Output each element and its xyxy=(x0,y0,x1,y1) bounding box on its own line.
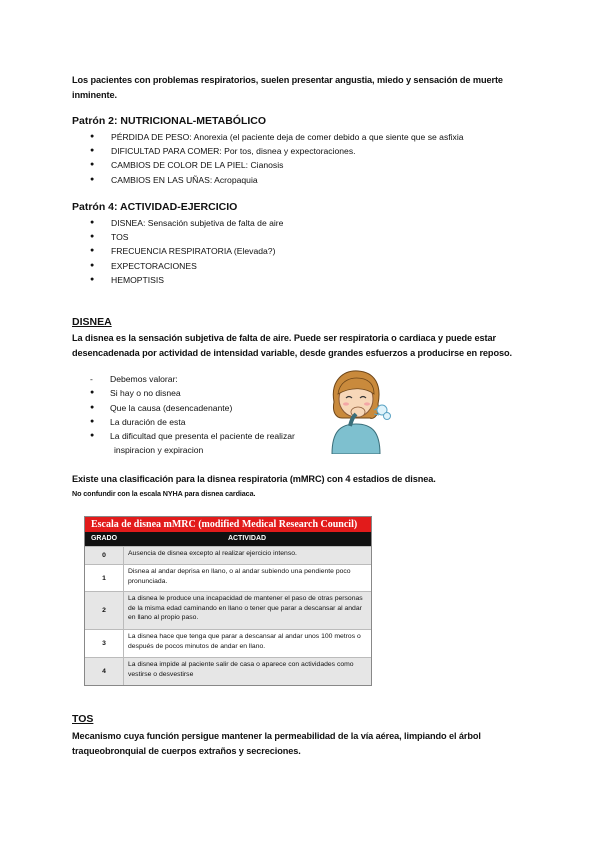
nyha-note: No confundir con la escala NYHA para disnea cardiaca. xyxy=(72,489,256,498)
list-item: ● DISNEA: Sensación subjetiva de falta de aire xyxy=(90,216,283,230)
cell-grado: 3 xyxy=(85,630,124,657)
table-header xyxy=(85,532,371,546)
table-row xyxy=(85,629,371,657)
cell-grado: 2 xyxy=(85,592,124,629)
cell-grado: 0 xyxy=(85,547,124,564)
tos-paragraph xyxy=(72,729,481,759)
cell-actividad: Disnea al andar deprisa en llano, o al andar subiendo una pendiente poco pronunciada. xyxy=(128,568,351,585)
tos-line-2: traqueobronquial de cuerpos extraños y secreciones. xyxy=(72,746,301,756)
list-item: ● EXPECTORACIONES xyxy=(90,259,283,273)
patron2-heading: Patrón 2: NUTRICIONAL-METABÓLICO xyxy=(72,115,267,127)
list-item: ● DIFICULTAD PARA COMER: Por tos, disnea y expectoraciones. xyxy=(90,144,464,158)
disnea-line-2: desencadenada por actividad de intensidad variable, desde grandes esfuerzos a producirse en reposo. xyxy=(72,348,512,358)
table-body xyxy=(85,546,371,685)
patron4-heading: Patrón 4: ACTIVIDAD-EJERCICIO xyxy=(72,201,238,213)
patron4-list xyxy=(90,216,283,287)
table-row xyxy=(85,657,371,685)
tos-line-1: Mecanismo cuya función persigue mantener la permeabilidad de la vía aérea, limpiando el árbol xyxy=(72,731,481,741)
table-row xyxy=(85,546,371,564)
list-item: ● TOS xyxy=(90,230,283,244)
mmrc-table xyxy=(84,516,372,686)
cell-actividad: La disnea impide al paciente salir de casa o aparece con actividades como vestirse o desvestirse xyxy=(128,661,354,678)
coughing-girl-illustration xyxy=(322,366,392,454)
list-item: ● La dificultad que presenta el paciente de realizar xyxy=(90,429,295,443)
list-item: ● CAMBIOS EN LAS UÑAS: Acropaquia xyxy=(90,173,464,187)
cell-actividad: La disnea hace que tenga que parar a descansar al andar unos 100 metros o después de pocos minutos de andar en llano. xyxy=(128,633,361,650)
list-item-continuation: inspiracion y expiracion xyxy=(114,445,204,456)
intro-line-1: Los pacientes con problemas respiratorios, suelen presentar angustia, miedo y sensación de muerte xyxy=(72,75,503,85)
table-row xyxy=(85,564,371,591)
intro-paragraph xyxy=(72,73,503,103)
column-header-actividad: ACTIVIDAD xyxy=(227,535,267,542)
cell-grado: 1 xyxy=(85,565,124,591)
valorar-list xyxy=(90,372,295,458)
disnea-heading: DISNEA xyxy=(72,316,112,328)
intro-line-2: inminente. xyxy=(72,90,117,100)
tos-heading: TOS xyxy=(72,713,94,725)
column-header-grado: GRADO xyxy=(90,535,118,542)
cell-grado: 4 xyxy=(85,658,124,685)
cell-actividad: La disnea le produce una incapacidad de mantener el paso de otras personas de la misma edad caminando en llano o tener que parar a descansar al andar en llano al propio paso. xyxy=(128,595,363,622)
list-item: ● PÉRDIDA DE PESO: Anorexia (el paciente deja de comer debido a que siente que se asfixia xyxy=(90,130,464,144)
valorar-title: - Debemos valorar: xyxy=(90,372,295,386)
list-item: ● Si hay o no disnea xyxy=(90,386,295,400)
list-item: ● HEMOPTISIS xyxy=(90,273,283,287)
list-item: ● Que la causa (desencadenante) xyxy=(90,401,295,415)
table-title: Escala de disnea mMRC (modified Medical Research Council) xyxy=(85,517,371,532)
list-item: ● FRECUENCIA RESPIRATORIA (Elevada?) xyxy=(90,244,283,258)
classification-text: Existe una clasificación para la disnea respiratoria (mMRC) con 4 estadios de disnea. xyxy=(72,474,436,484)
list-item: ● CAMBIOS DE COLOR DE LA PIEL: Cianosis xyxy=(90,158,464,172)
table-row xyxy=(85,591,371,629)
list-item: ● La duración de esta xyxy=(90,415,295,429)
disnea-paragraph xyxy=(72,331,512,361)
patron2-list xyxy=(90,130,464,187)
disnea-line-1: La disnea es la sensación subjetiva de falta de aire. Puede ser respiratoria o cardiaca y puede estar xyxy=(72,333,496,343)
cell-actividad: Ausencia de disnea excepto al realizar ejercicio intenso. xyxy=(128,550,297,557)
